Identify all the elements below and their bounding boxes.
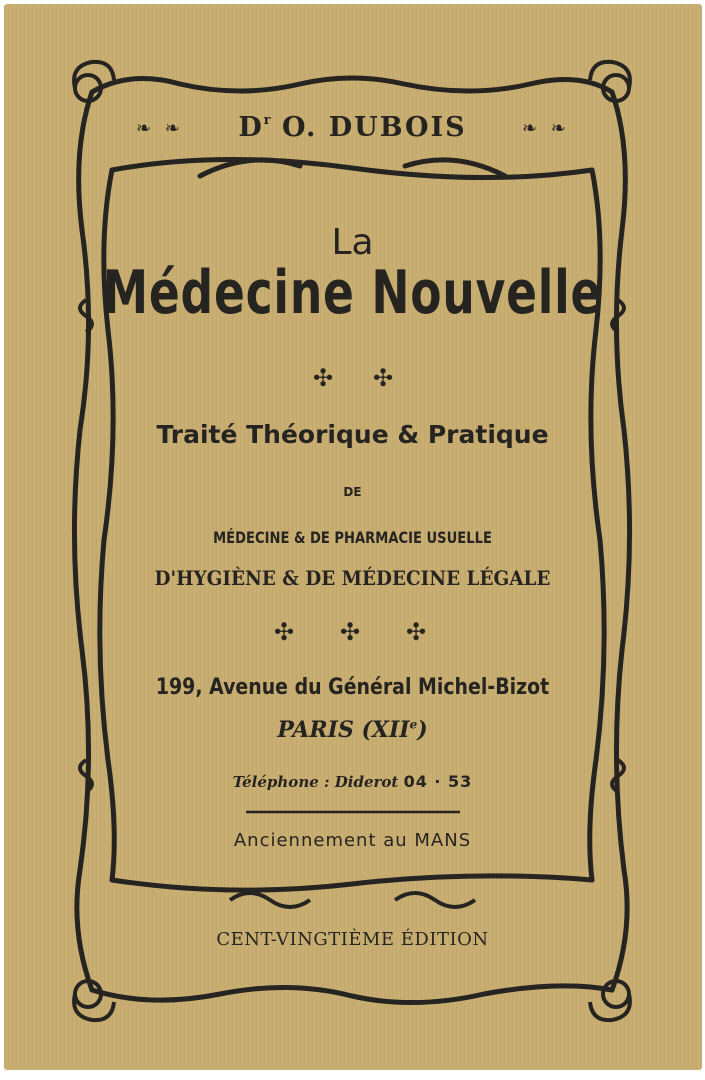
subtitle: Traité Théorique & Pratique <box>156 420 549 449</box>
publisher-city: PARIS (XIIe) <box>277 717 428 743</box>
fleuron-ornament: ✣ <box>313 364 334 392</box>
fleuron-ornament: ✣ <box>373 364 394 392</box>
subject-line-2: D'HYGIÈNE & DE MÉDECINE LÉGALE <box>154 566 551 590</box>
formerly-line: Anciennement au MANS <box>233 830 472 851</box>
fleuron-ornament: ✣ <box>274 618 295 646</box>
fleuron-ornament: ✣ <box>340 618 361 646</box>
connector-word: DE <box>343 485 362 499</box>
publisher-address: 199, Avenue du Général Michel-Bizot <box>155 675 550 700</box>
edition-line: CENT-VINGTIÈME ÉDITION <box>216 929 489 950</box>
book-title: Médecine Nouvelle <box>102 258 603 328</box>
leaf-ornament-left: ❧ ❧ <box>136 118 184 139</box>
author-name: $D^r$ O. DUBOIS <box>238 112 467 143</box>
leaf-ornament-right: ❧ ❧ <box>522 118 570 139</box>
title-article: La <box>331 222 374 263</box>
telephone-line: Téléphone : Diderot 04 · 53 <box>232 772 473 791</box>
fleuron-ornament: ✣ <box>406 618 427 646</box>
subject-line-1: MÉDECINE & DE PHARMACIE USUELLE <box>213 528 492 547</box>
